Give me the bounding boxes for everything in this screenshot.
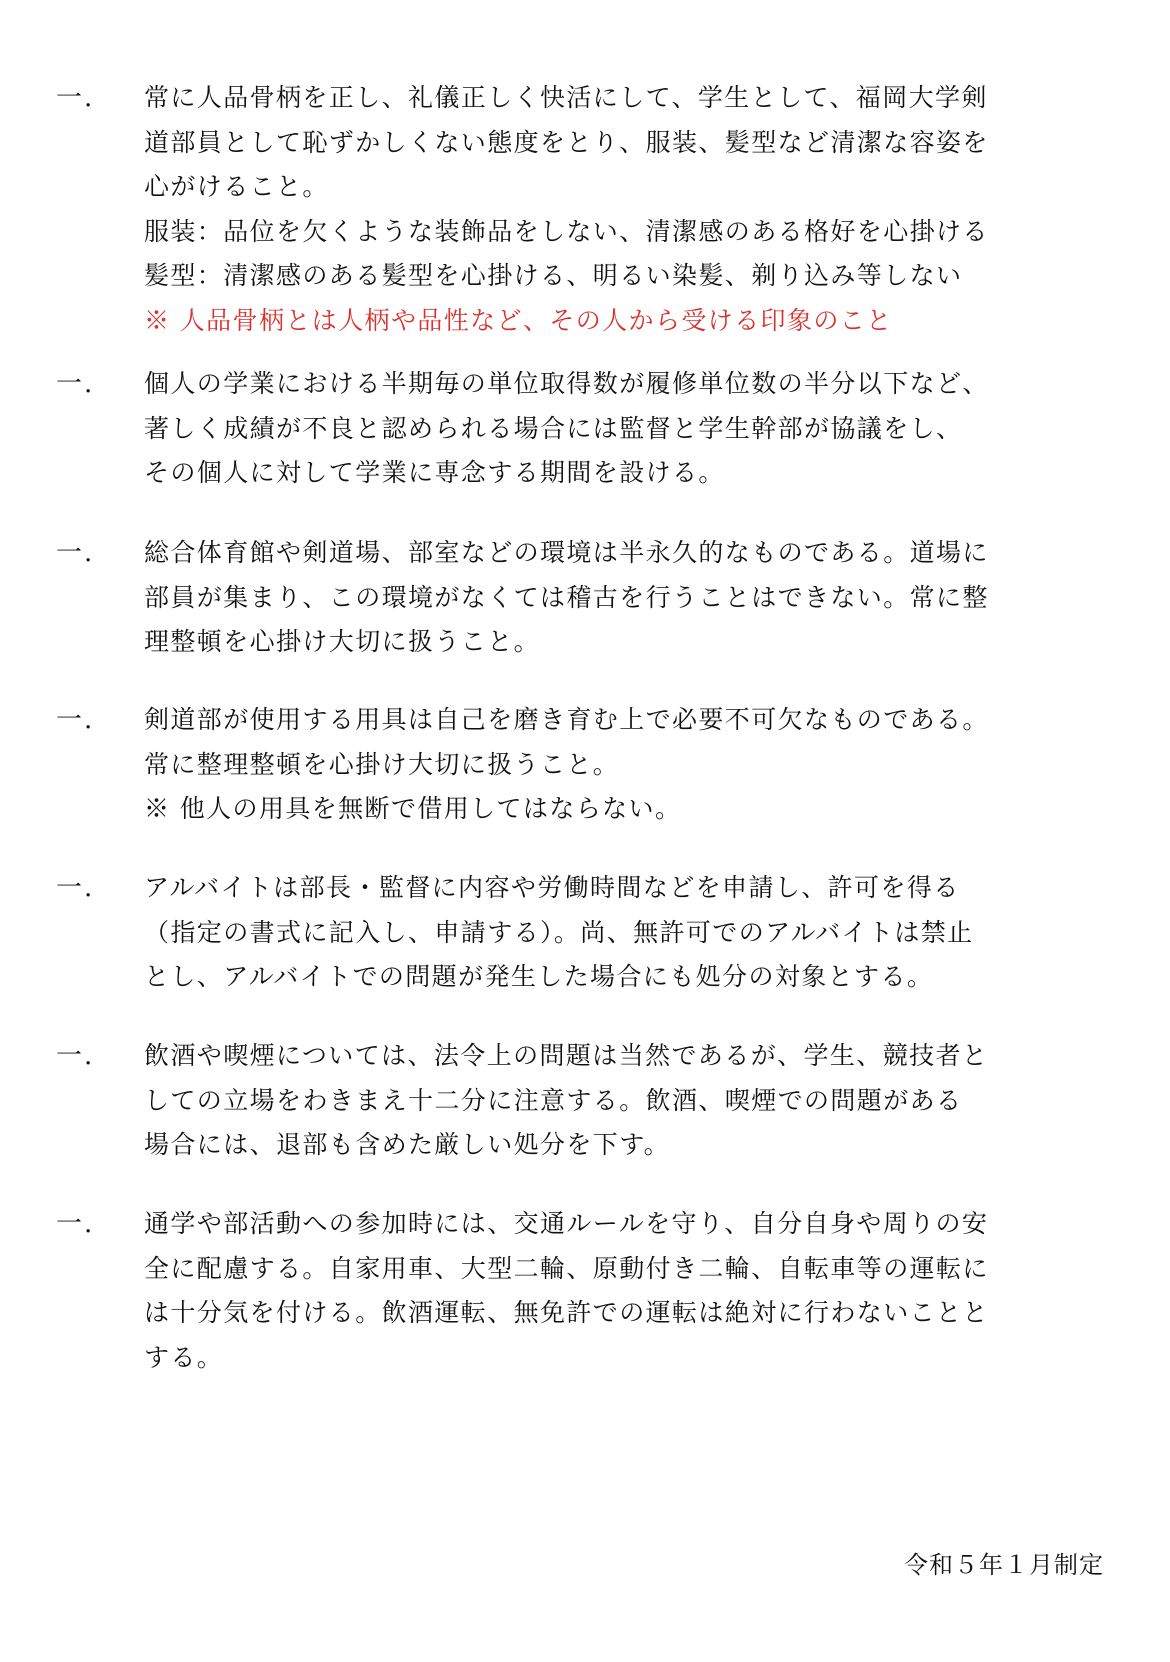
rule-text (144, 531, 1104, 665)
rule-line: 場合には、退部も含めた厳しい処分を下す。 (144, 1130, 671, 1159)
rule-note-red: ※ 人品骨柄とは人柄や品性など、その人から受ける印象のこと (144, 305, 893, 335)
rule-line: 部員が集まり、この環境がなくては稽古を行うことはできない。常に整 (144, 582, 989, 612)
rule-line: 道部員として恥ずかしくない態度をとり、服装、髪型など清潔な容姿を (144, 127, 989, 157)
rule-2 (56, 362, 1116, 502)
rule-3 (56, 531, 1116, 671)
rule-line: 服装：品位を欠くような装飾品をしない、清潔感のある格好を心掛ける (144, 216, 989, 246)
rule-line: 個人の学業における半期毎の単位取得数が履修単位数の半分以下など、 (144, 369, 989, 398)
rule-line: （指定の書式に記入し、申請する）。尚、無許可でのアルバイトは禁止 (144, 917, 974, 947)
rule-line: 心がけること。 (144, 172, 329, 201)
rule-bullet: 一. (56, 538, 95, 568)
rule-line: しての立場をわきまえ十二分に注意する。飲酒、喫煙での問題がある (144, 1085, 963, 1115)
rule-line: 常に人品骨柄を正し、礼儀正しく快活にして、学生として、福岡大学剣 (144, 83, 988, 112)
rule-1 (56, 76, 1116, 346)
rule-line: 飲酒や喫煙については、法令上の問題は当然であるが、学生、競技者と (144, 1041, 989, 1070)
rule-line: 全に配慮する。自家用車、大型二輪、原動付き二輪、自転車等の運転に (144, 1253, 989, 1283)
rule-4 (56, 698, 1116, 838)
rule-line: 理整頓を心掛け大切に扱うこと。 (144, 627, 541, 656)
rule-line: する。 (144, 1342, 224, 1372)
rule-line: とし、アルバイトでの問題が発生した場合にも処分の対象とする。 (144, 962, 934, 991)
rule-line: 剣道部が使用する用具は自己を磨き育む上で必要不可欠なものである。 (144, 705, 989, 734)
rule-line: その個人に対して学業に専念する期間を設ける。 (144, 458, 725, 487)
rule-line: 通学や部活動への参加時には、交通ルールを守り、自分自身や周りの安 (144, 1209, 989, 1238)
rule-line: 常に整理整頓を心掛け大切に扱うこと。 (144, 749, 620, 779)
rule-5 (56, 866, 1116, 1006)
rule-bullet: 一. (56, 83, 95, 113)
rule-line: は十分気を付ける。飲酒運転、無免許での運転は絶対に行わないことと (144, 1298, 989, 1327)
rule-line: ※ 他人の用具を無断で借用してはならない。 (144, 794, 682, 823)
rule-text (144, 866, 1104, 1000)
rule-text (144, 362, 1104, 496)
rule-bullet: 一. (56, 369, 95, 399)
rule-text (144, 1034, 1104, 1168)
rule-line: 髪型：清潔感のある髪型を心掛ける、明るい染髪、剃り込み等しない (144, 261, 963, 290)
rule-7 (56, 1202, 1116, 1387)
rule-text (144, 1202, 1104, 1380)
enactment-date: 令和５年１月制定 (904, 1551, 1104, 1579)
rule-line: 著しく成績が不良と認められる場合には監督と学生幹部が協議をし、 (144, 413, 963, 443)
rule-bullet: 一. (56, 873, 95, 903)
rule-line: アルバイトは部長・監督に内容や労働時間などを申請し、許可を得る (144, 873, 960, 902)
rule-6 (56, 1034, 1116, 1174)
rule-line: 総合体育館や剣道場、部室などの環境は半永久的なものである。道場に (144, 538, 989, 567)
rule-text (144, 698, 1104, 832)
rule-bullet: 一. (56, 705, 95, 735)
rule-bullet: 一. (56, 1209, 95, 1239)
rule-bullet: 一. (56, 1041, 95, 1071)
rule-text (144, 76, 1104, 343)
